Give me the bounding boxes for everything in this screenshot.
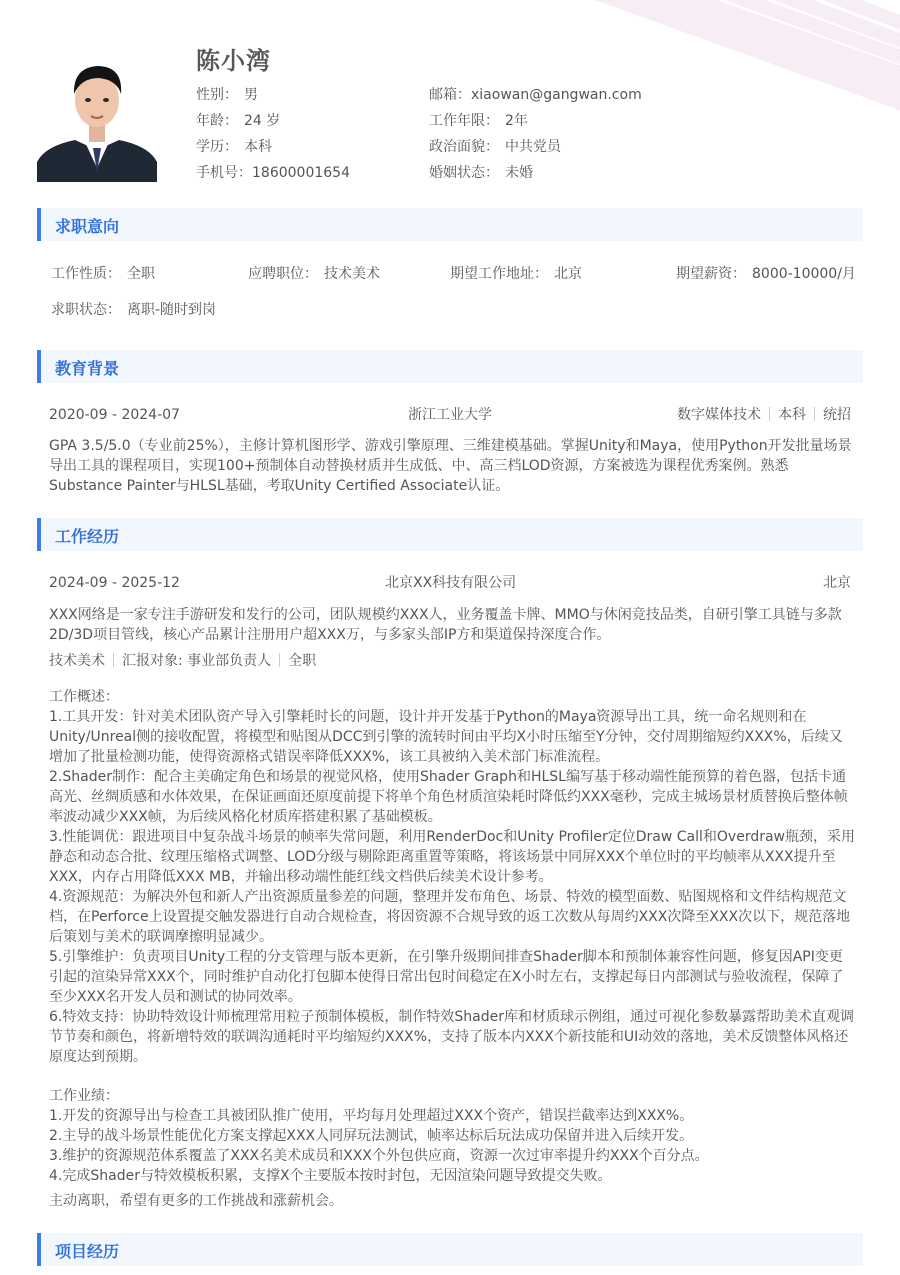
- section-title-project: 项目经历: [55, 1242, 120, 1261]
- marital-label: 婚姻状态：: [429, 165, 499, 181]
- education-period: 2020-09 - 2024-07: [49, 407, 180, 423]
- position-value: 技术美术: [324, 266, 380, 282]
- achievement-item: 4.完成Shader与特效模板积累，支撑X个主要版本按时封包，无因渲染问题导致提交失败。: [49, 1168, 612, 1184]
- email-label: 邮箱：: [429, 87, 471, 103]
- years-label: 工作年限：: [429, 113, 499, 129]
- overview-item: 4.资源规范：为解决外包和新人产出资源质量参差的问题，整理并发布角色、场景、特效的模型面数、贴图规格和文件结构规范文档，在Perforce上设置提交触发器进行自动合规检查，将因资源不合规导致的返工次数从每周约XXX次降至XXX次以下，规范落地后策划与美术的联调摩擦明显减少。: [49, 889, 851, 945]
- marital-field: [429, 163, 533, 183]
- overview-item: 1.工具开发：针对美术团队资产导入引擎耗时长的问题，设计并开发基于Python的Maya资源导出工具，统一命名规则和在Unity/Unreal侧的接收配置，将模型和贴图从DCC到引擎的流转时间由平均X小时压缩至Y分钟，交付周期缩短约XXX%，后续又增加了批量检测功能，使得资源格式错误率降低XXX%，该工具被纳入美术部门标准流程。: [49, 709, 843, 765]
- work-type-value: 全职: [127, 266, 155, 282]
- age-label: 年龄：: [196, 113, 238, 129]
- work-type-field: [51, 264, 155, 284]
- company-name: 北京XX科技有限公司: [385, 575, 517, 591]
- divider: [814, 407, 815, 421]
- political-label: 政治面貌：: [429, 139, 499, 155]
- status-field: [51, 300, 216, 320]
- school-name: 浙江工业大学: [408, 407, 492, 423]
- gender-value: 男: [244, 87, 258, 103]
- section-title-work: 工作经历: [55, 527, 120, 546]
- work-role: 技术美术: [49, 653, 105, 669]
- years-field: [429, 111, 528, 131]
- section-header-intent: [37, 208, 863, 241]
- achievement-item: 2.主导的战斗场景性能优化方案支撑起XXX人同屏玩法测试，帧率达标后玩法成功保留并进入后续开发。: [49, 1128, 694, 1144]
- overview-item: 5.引擎维护：负责项目Unity工程的分支管理与版本更新，在引擎升级期间排查Shader脚本和预制体兼容性问题，修复因API变更引起的渲染异常XXX个，同时维护自动化打包脚本使得日常出包时间稳定在X小时左右，支撑起每日内部测试与验收流程，保障了至少XXX名开发人员和测试的协同效率。: [49, 949, 844, 1005]
- overview-item: 6.特效支持：协助特效设计师梳理常用粒子预制体模板，制作特效Shader库和材质球示例组，通过可视化参数暴露帮助美术直观调节节奏和颜色，将新增特效的联调沟通耗时平均缩短约XXX%，支持了版本内XXX个新技能和UI动效的落地，美术反馈整体风格还原度达到预期。: [49, 1009, 854, 1065]
- political-field: [429, 137, 561, 157]
- overview-item: 3.性能调优：跟进项目中复杂战斗场景的帧率失常问题，利用RenderDoc和Unity Profiler定位Draw Call和Overdraw瓶颈，采用静态和动态合批、纹理压缩格式调整、LOD分级与剔除距离重置等策略，将该场景中同屏XXX个单位时的平均帧率从XXX提升至XXX，内存占用降低XXX MB，并输出移动端性能红线文档供后续美术设计参考。: [49, 829, 856, 885]
- achievement-item: 1.开发的资源导出与检查工具被团队推广使用，平均每月处理超过XXX个资产，错误拦截率达到XXX%。: [49, 1108, 694, 1124]
- work-period: 2024-09 - 2025-12: [49, 575, 180, 591]
- work-type-label: 工作性质：: [51, 266, 121, 282]
- location-field: [450, 264, 582, 284]
- work-tags: [49, 651, 316, 671]
- political-value: 中共党员: [505, 139, 561, 155]
- achievement-item: 3.维护的资源规范体系覆盖了XXX名美术成员和XXX个外包供应商，资源一次过审率提升约XXX个百分点。: [49, 1148, 709, 1164]
- section-title-education: 教育背景: [55, 359, 120, 378]
- candidate-name: 陈小湾: [196, 47, 271, 75]
- report-to: 汇报对象: 事业部负责人: [122, 653, 272, 669]
- email-field: [429, 85, 642, 105]
- age-value: 24 岁: [244, 113, 281, 129]
- company-description: XXX网络是一家专注手游研发和发行的公司，团队规模约XXX人，业务覆盖卡牌、MMO与休闲竞技品类，自研引擎工具链与多款2D/3D项目管线，核心产品累计注册用户超XXX万，与多家头部IP方和渠道保持深度合作。: [49, 607, 842, 643]
- leave-reason: 主动离职，希望有更多的工作挑战和涨薪机会。: [49, 1193, 343, 1209]
- location-value: 北京: [554, 266, 582, 282]
- location-label: 期望工作地址：: [450, 266, 548, 282]
- education-label: 学历：: [196, 139, 238, 155]
- enrollment-type: 统招: [823, 407, 851, 423]
- education-tags: [677, 405, 851, 425]
- work-overview: [49, 687, 855, 1067]
- avatar: [37, 50, 157, 182]
- work-achievements: [49, 1086, 855, 1186]
- salary-field: [676, 264, 856, 284]
- phone-value: 18600001654: [252, 165, 350, 181]
- education-value: 本科: [244, 139, 272, 155]
- divider: [113, 653, 114, 667]
- status-label: 求职状态：: [51, 302, 121, 318]
- section-header-work: [37, 518, 863, 551]
- gender-label: 性别：: [196, 87, 238, 103]
- years-value: 2年: [505, 113, 528, 129]
- age-field: [196, 111, 280, 131]
- divider: [769, 407, 770, 421]
- position-field: [248, 264, 380, 284]
- degree: 本科: [778, 407, 806, 423]
- phone-label: 手机号：: [196, 165, 252, 181]
- overview-item: 2.Shader制作：配合主美确定角色和场景的视觉风格，使用Shader Graph和HLSL编写基于移动端性能预算的着色器，包括卡通高光、丝绸质感和水体效果，在保证画面还原度前提下将单个角色材质渲染耗时降低约XXX毫秒，完成主城场景材质替换后整体帧率波动减少XXX帧，为后续风格化材质库搭建积累了基础模板。: [49, 769, 848, 825]
- marital-value: 未婚: [505, 165, 533, 181]
- gender-field: [196, 85, 258, 105]
- divider: [279, 653, 280, 667]
- achievements-label: 工作业绩：: [49, 1088, 119, 1104]
- salary-label: 期望薪资：: [676, 266, 746, 282]
- phone-field: [196, 163, 350, 183]
- section-header-education: [37, 350, 863, 383]
- work-city: 北京: [823, 575, 851, 591]
- education-description: GPA 3.5/5.0（专业前25%），主修计算机图形学、游戏引擎原理、三维建模基础。掌握Unity和Maya，使用Python开发批量场景导出工具的课程项目，实现100+预制体自动替换材质并生成低、中、高三档LOD资源，方案被选为课程优秀案例。熟悉Substance Painter与HLSL基础，考取Unity Certified Associate认证。: [49, 438, 852, 494]
- job-type: 全职: [288, 653, 317, 669]
- section-title-intent: 求职意向: [55, 217, 120, 236]
- overview-label: 工作概述：: [49, 689, 119, 705]
- major: 数字媒体技术: [677, 407, 761, 423]
- education-field: [196, 137, 272, 157]
- salary-value: 8000-10000/月: [752, 266, 856, 282]
- status-value: 离职-随时到岗: [127, 302, 217, 318]
- section-header-project: [37, 1233, 863, 1266]
- position-label: 应聘职位：: [248, 266, 318, 282]
- email-value: xiaowan@gangwan.com: [471, 87, 642, 103]
